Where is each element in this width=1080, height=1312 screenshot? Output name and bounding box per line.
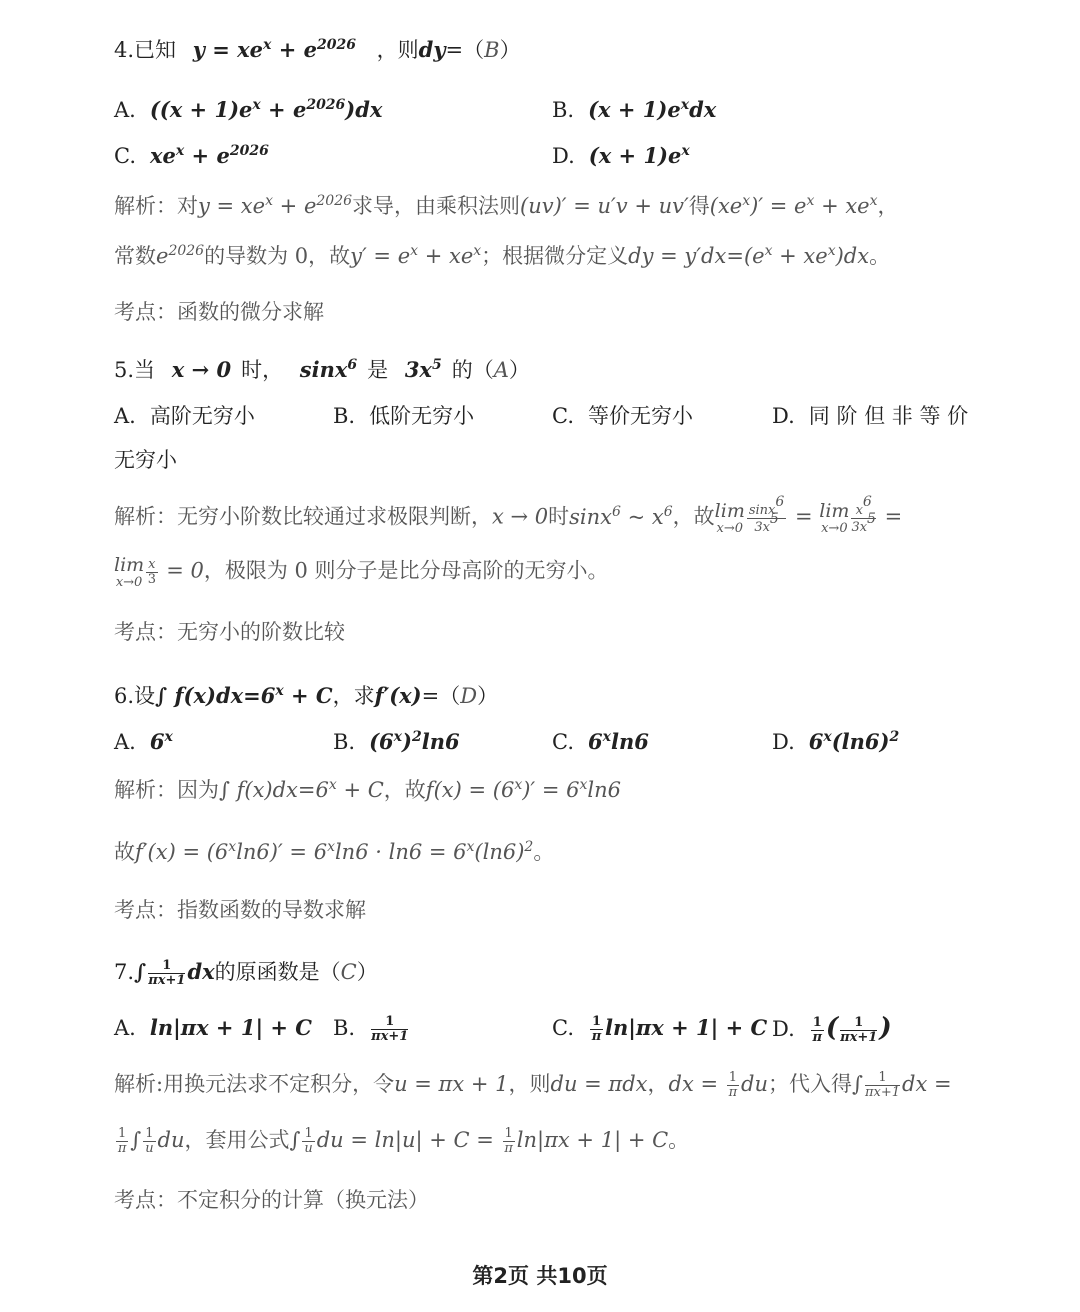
analysis-text: 。 bbox=[533, 840, 555, 864]
option-formula: 6$^x$ln6 bbox=[588, 729, 649, 754]
fraction: $\frac{1}{u}$ bbox=[145, 1126, 154, 1156]
q6-stem bbox=[114, 682, 498, 710]
option-formula: $\frac{1}{\pi}$ bbox=[591, 1014, 602, 1044]
analysis-text: 对 bbox=[177, 194, 198, 218]
equation: $f(x) = (6^x)' = 6^x\ln 6$ bbox=[425, 777, 622, 802]
fraction: $\frac{1}{\pi x+1}$ bbox=[864, 1070, 901, 1100]
equation: f′(x) bbox=[374, 683, 422, 708]
q4-stem bbox=[114, 36, 521, 64]
limit-symbol: lim x→0 bbox=[114, 554, 145, 590]
q5-option-a bbox=[114, 402, 255, 430]
equation: dy = $y'dx=(e^x + xe^x)dx$ bbox=[628, 243, 870, 268]
analysis-text: 求导，由乘积法则 bbox=[352, 194, 521, 218]
q7-analysis-line-1: 解析:用换元法求不定积分，令u = πx + 1，则du = πdx，dx = $\frac{1}{\pi}$ du；代入得∫ $\frac{1}{\pi x+1}$ dx = bbox=[114, 1070, 952, 1100]
analysis-label: 解析： bbox=[114, 778, 177, 802]
q7-option-d: D. $\frac{1}{\pi}$ ( $\frac{1}{\pi x+1}$ ) bbox=[772, 1013, 892, 1045]
option-text: 无穷小 bbox=[114, 448, 177, 472]
question-number: 6. bbox=[114, 684, 135, 708]
q5-analysis-line-2: lim x→0 $\frac{x}{3}$ = 0，极限为 0 则分子是比分母高阶的无穷小。 bbox=[114, 554, 609, 590]
question-number: 4. bbox=[114, 38, 135, 62]
analysis-text: 故 bbox=[114, 840, 135, 864]
option-formula: $(x + 1)e^x$ bbox=[588, 143, 690, 168]
fraction: $\frac{1}{\pi}$ bbox=[728, 1070, 738, 1100]
stem-text: =（ bbox=[421, 684, 461, 708]
equation: $e^{2026}$ bbox=[156, 243, 205, 268]
option-formula: $\frac{1}{\pi x+1}$ bbox=[371, 1014, 409, 1044]
equation: $3x^5$ bbox=[404, 357, 442, 382]
option-label: B. bbox=[552, 98, 575, 122]
stem-text: 是 bbox=[367, 358, 389, 382]
q4-option-c bbox=[114, 142, 269, 170]
option-formula: 6$^x$ bbox=[149, 729, 173, 754]
q4-option-d bbox=[552, 142, 690, 170]
q4-option-b bbox=[552, 96, 716, 124]
fraction: $\frac{\sin x^6}{3x^5}$ bbox=[748, 493, 785, 535]
stem-text: ，求 bbox=[332, 684, 375, 708]
analysis-text: ，故 bbox=[383, 778, 426, 802]
stem-text: ） bbox=[499, 38, 521, 62]
q5-option-d-wrap bbox=[114, 446, 177, 474]
equation: dx = bbox=[668, 1072, 725, 1096]
option-text: 高阶无穷小 bbox=[149, 404, 255, 428]
option-text: 同 阶 但 非 等 价 bbox=[808, 404, 969, 428]
option-formula: $6^x(\ln 6)^2$ bbox=[808, 729, 900, 754]
q7-point bbox=[114, 1186, 429, 1214]
equation: dx bbox=[187, 959, 215, 984]
analysis-text: 用换元法求不定积分，令 bbox=[163, 1072, 395, 1096]
equation: x → 0 bbox=[492, 504, 549, 529]
q4-analysis-line-2 bbox=[114, 242, 890, 270]
equation: ∫ $f(x)dx=6^x + C$ bbox=[155, 683, 333, 708]
analysis-label: 解析： bbox=[114, 194, 177, 218]
analysis-text: ，极限为 0 则分子是比分母高阶的无穷小。 bbox=[203, 558, 609, 583]
q7-analysis-line-2: $\frac{1}{\pi}$ ∫ $\frac{1}{u}$ du，套用公式∫ $\frac{1}{u}$ du = ln|u| + C = $\frac{1}{\pi}$ ln|πx + 1| + C。 bbox=[117, 1126, 690, 1156]
answer: A bbox=[493, 358, 509, 382]
analysis-text: 时 bbox=[548, 504, 570, 529]
stem-text: =（ bbox=[445, 38, 485, 62]
point-label: 考点： bbox=[114, 300, 177, 324]
equation: ∫ bbox=[134, 959, 147, 984]
option-label: C. bbox=[552, 404, 574, 428]
fraction: $\frac{1}{u}$ bbox=[304, 1126, 313, 1156]
equation: sinx$^6$ ~ $x^6$ bbox=[569, 503, 673, 529]
point-label: 考点： bbox=[114, 898, 177, 922]
analysis-text: ， bbox=[647, 1072, 669, 1096]
analysis-text: ；代入得 bbox=[768, 1072, 853, 1096]
stem-text: 已知 bbox=[134, 38, 177, 62]
analysis-text: ，则 bbox=[508, 1072, 551, 1096]
option-label: C. bbox=[114, 144, 136, 168]
page-footer: 第2页 共10页 bbox=[472, 1264, 608, 1288]
q7-option-b bbox=[333, 1014, 410, 1044]
q6-option-b bbox=[333, 728, 460, 756]
fraction: $\frac{1}{\pi}$ bbox=[504, 1126, 513, 1156]
stem-text: 的（ bbox=[451, 358, 494, 382]
equation: $y = xe^x + e^{2026}$ bbox=[198, 193, 353, 218]
analysis-label: 解析: bbox=[114, 1072, 164, 1096]
q7-stem bbox=[114, 958, 378, 988]
analysis-label: 解析： bbox=[114, 504, 177, 529]
option-formula: $xe^x + e^{2026}$ bbox=[150, 143, 269, 168]
q7-option-a bbox=[114, 1014, 312, 1042]
analysis-text: ，套用公式 bbox=[184, 1128, 290, 1152]
analysis-text: ；根据微分定义 bbox=[481, 244, 629, 268]
stem-text: ） bbox=[477, 684, 499, 708]
q6-option-d bbox=[772, 728, 899, 756]
stem-text: 当 bbox=[134, 358, 156, 382]
q6-option-c bbox=[552, 728, 649, 756]
stem-text: 设 bbox=[134, 684, 156, 708]
q4-analysis-line-1: 解析：对$y = xe^x + e^{2026}$求导，由乘积法则(uv)′ = u′v + uv′得$(xe^x)' = e^x + xe^x$， bbox=[114, 193, 899, 218]
fraction: $\frac{x^6}{3x^5}$ bbox=[851, 493, 876, 535]
analysis-text: 。 bbox=[869, 244, 891, 268]
point-text: 不定积分的计算（换元法） bbox=[177, 1188, 429, 1212]
analysis-text: 。 bbox=[668, 1128, 690, 1152]
answer: D bbox=[460, 684, 478, 708]
option-label: A. bbox=[114, 404, 136, 428]
equation: $y' = e^x + xe^x$ bbox=[350, 243, 482, 268]
answer: C bbox=[340, 960, 357, 984]
answer: B bbox=[484, 38, 500, 62]
analysis-text: 常数 bbox=[114, 244, 156, 268]
q7-option-c: C. $\frac{1}{\pi}$ ln|πx + 1| + C bbox=[552, 1014, 768, 1044]
analysis-text: 的导数为 0，故 bbox=[204, 244, 351, 268]
question-number: 5. bbox=[114, 358, 135, 382]
option-formula: $(6^x)^2\ln 6$ bbox=[369, 729, 460, 754]
equation: ∫ $f(x)dx=6^x + C$ bbox=[219, 777, 384, 802]
q6-point bbox=[114, 896, 366, 924]
option-label: A. bbox=[114, 98, 136, 122]
q5-option-d bbox=[772, 402, 968, 430]
analysis-text: 得 bbox=[688, 194, 710, 218]
option-formula: $(x + 1)e^xdx$ bbox=[588, 97, 717, 122]
point-label: 考点： bbox=[114, 1188, 177, 1212]
option-label: B. bbox=[333, 1016, 356, 1040]
equation: dy bbox=[418, 37, 446, 62]
option-text: 低阶无穷小 bbox=[369, 404, 475, 428]
q5-analysis-line-1: 解析：无穷小阶数比较通过求极限判断，x → 0时sinx$^6$ ~ $x^6$，故 lim x→0 $\frac{\sin x^6}{3x^5}$ = lim x→0 $\frac{x^6}{3x^5}$ = bbox=[114, 493, 903, 536]
stem-text: 时， bbox=[241, 358, 284, 382]
analysis-text: ，故 bbox=[672, 504, 715, 529]
point-label: 考点： bbox=[114, 620, 177, 644]
question-number: 7. bbox=[114, 960, 135, 984]
q6-option-a bbox=[114, 728, 173, 756]
option-label: A. bbox=[114, 730, 136, 754]
limit-symbol: lim x→0 bbox=[714, 500, 745, 536]
option-formula: $\frac{1}{\pi}$ bbox=[812, 1015, 823, 1045]
option-label: A. bbox=[114, 1016, 136, 1040]
q5-option-c bbox=[552, 402, 693, 430]
stem-text: ，则 bbox=[376, 38, 419, 62]
option-label: C. bbox=[552, 730, 574, 754]
equation: du = πdx bbox=[550, 1072, 648, 1096]
point-text: 指数函数的导数求解 bbox=[177, 898, 366, 922]
q5-point bbox=[114, 618, 345, 646]
q6-analysis-line-2 bbox=[114, 838, 554, 866]
analysis-text: 无穷小阶数比较通过求极限判断， bbox=[177, 504, 492, 529]
option-formula: $((x + 1)e^x + e^{2026})dx$ bbox=[149, 97, 383, 122]
limit-symbol: lim x→0 bbox=[819, 500, 850, 536]
fraction: $\frac{x}{3}$ bbox=[147, 556, 156, 587]
option-text: 等价无穷小 bbox=[588, 404, 693, 428]
equation: $(xe^x)' = e^x + xe^x$ bbox=[709, 193, 878, 218]
option-label: B. bbox=[333, 404, 356, 428]
stem-text: ） bbox=[508, 358, 530, 382]
equation: sinx$^6$ bbox=[299, 357, 358, 382]
equation: (uv)′ = u′v + uv′ bbox=[520, 194, 689, 218]
q5-option-b bbox=[333, 402, 474, 430]
stem-text: 的原函数是（ bbox=[214, 960, 341, 984]
option-label: D. bbox=[772, 1017, 795, 1041]
equation: $y = xe^x + e^{2026}$ bbox=[192, 37, 356, 62]
fraction: $\frac{1}{\pi x+1}$ bbox=[148, 958, 186, 988]
q4-point bbox=[114, 298, 324, 326]
stem-text: ） bbox=[356, 960, 378, 984]
q5-stem bbox=[114, 356, 530, 384]
analysis-text: 因为 bbox=[177, 778, 219, 802]
q4-option-a bbox=[114, 96, 382, 124]
option-label: C. bbox=[552, 1016, 574, 1040]
fraction: $\frac{1}{\pi}$ bbox=[117, 1126, 127, 1156]
equation: $f'(x) = (6^x\ln 6)' = 6^x\ln 6 \cdot \ln 6 = 6^x(\ln 6)^2$ bbox=[135, 839, 534, 864]
point-text: 函数的微分求解 bbox=[177, 300, 324, 324]
option-label: D. bbox=[772, 404, 795, 428]
option-label: D. bbox=[552, 144, 575, 168]
option-formula: ln|πx + 1| + C bbox=[149, 1015, 313, 1040]
q6-analysis-line-1 bbox=[114, 776, 621, 804]
equation: x → 0 bbox=[171, 357, 232, 382]
option-label: D. bbox=[772, 730, 795, 754]
option-label: B. bbox=[333, 730, 356, 754]
point-text: 无穷小的阶数比较 bbox=[177, 620, 345, 644]
equation: u = πx + 1 bbox=[394, 1072, 509, 1096]
